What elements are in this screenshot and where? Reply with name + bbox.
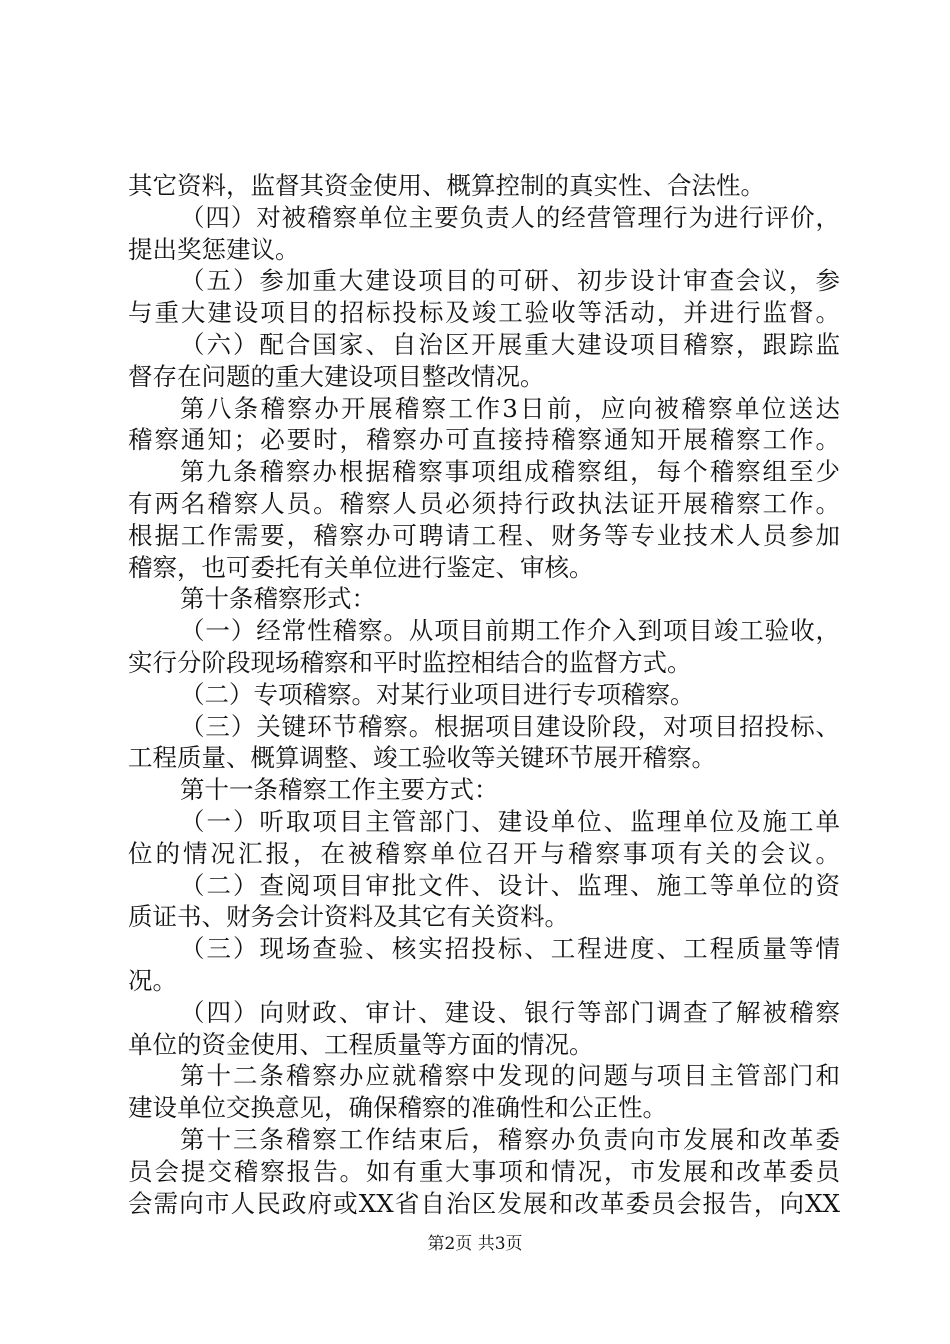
- text-line: 会需向市人民政府或XX省自治区发展和改革委员会报告，向XX: [128, 1188, 840, 1218]
- text-line: 第九条稽察办根据稽察事项组成稽察组，每个稽察组至少: [180, 457, 840, 487]
- text-line: （四）向财政、审计、建设、银行等部门调查了解被稽察: [180, 997, 840, 1027]
- text-line: （六）配合国家、自治区开展重大建设项目稽察，跟踪监: [180, 329, 840, 359]
- text-line: 位的情况汇报，在被稽察单位召开与稽察事项有关的会议。: [128, 838, 840, 868]
- text-line: 稽察，也可委托有关单位进行鉴定、审核。: [128, 552, 594, 582]
- text-line: 单位的资金使用、工程质量等方面的情况。: [128, 1029, 594, 1059]
- text-line: （三）现场查验、核实招投标、工程进度、工程质量等情: [180, 934, 840, 964]
- text-line: （一）经常性稽察。从项目前期工作介入到项目竣工验收，: [180, 616, 840, 646]
- text-line: 与重大建设项目的招标投标及竣工验收等活动，并进行监督。: [128, 298, 840, 328]
- text-line: 实行分阶段现场稽察和平时监控相结合的监督方式。: [128, 647, 692, 677]
- text-line: 第十一条稽察工作主要方式：: [180, 775, 499, 805]
- text-line: 第十二条稽察办应就稽察中发现的问题与项目主管部门和: [180, 1061, 840, 1091]
- text-line: 有两名稽察人员。稽察人员必须持行政执法证开展稽察工作。: [128, 488, 840, 518]
- text-line: 建设单位交换意见，确保稽察的准确性和公正性。: [128, 1093, 667, 1123]
- text-line: 第十条稽察形式：: [180, 584, 376, 614]
- text-line: 第八条稽察办开展稽察工作3日前，应向被稽察单位送达: [180, 393, 840, 423]
- text-line: （五）参加重大建设项目的可研、初步设计审查会议，参: [180, 266, 840, 296]
- text-line: 其它资料，监督其资金使用、概算控制的真实性、合法性。: [128, 171, 765, 200]
- text-line: 质证书、财务会计资料及其它有关资料。: [128, 902, 569, 932]
- text-line: 根据工作需要，稽察办可聘请工程、财务等专业技术人员参加: [128, 520, 840, 550]
- text-line: 稽察通知；必要时，稽察办可直接持稽察通知开展稽察工作。: [128, 425, 840, 455]
- text-line: 提出奖惩建议。: [128, 234, 300, 264]
- text-line: （二）查阅项目审批文件、设计、监理、施工等单位的资: [180, 870, 840, 900]
- text-line: 第十三条稽察工作结束后，稽察办负责向市发展和改革委: [180, 1124, 840, 1154]
- text-line: （四）对被稽察单位主要负责人的经营管理行为进行评价，: [180, 202, 840, 232]
- text-line: 况。: [128, 965, 177, 995]
- text-line: 督存在问题的重大建设项目整改情况。: [128, 361, 545, 391]
- text-line: 员会提交稽察报告。如有重大事项和情况，市发展和改革委员: [128, 1156, 840, 1186]
- page-number-footer: 第2页 共3页: [427, 1234, 523, 1254]
- text-line: 工程质量、概算调整、竣工验收等关键环节展开稽察。: [128, 743, 716, 773]
- text-line: （二）专项稽察。对某行业项目进行专项稽察。: [180, 679, 695, 709]
- text-line: （三）关键环节稽察。根据项目建设阶段，对项目招投标、: [180, 711, 840, 741]
- document-body: [128, 170, 840, 1219]
- text-line: （一）听取项目主管部门、建设单位、监理单位及施工单: [180, 806, 840, 836]
